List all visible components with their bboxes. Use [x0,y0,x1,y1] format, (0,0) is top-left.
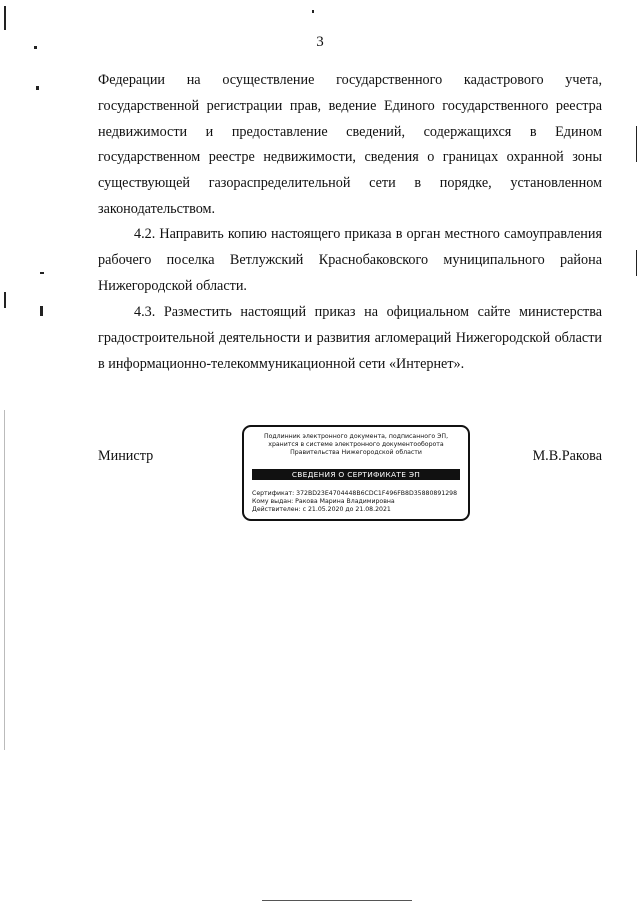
scan-artifact [34,46,37,49]
paragraph-item-4-3 [98,300,602,377]
paragraph-continuation: Федерации на осуществление государственного кадастрового учета, государственной регистрации прав, ведение Единого государственного реестра недвижимости и предоставление сведений, содержащихся в Едином государственном реестре недвижимости, сведения о границах охранной зоны существующей газораспределительной сети в порядке, установленном законодательством. [98,72,602,217]
stamp-validity: Действителен: с 21.05.2020 до 21.08.2021 [252,506,391,514]
scan-artifact [312,10,314,13]
scan-artifact [636,126,637,162]
paragraph-item-4-2-text: 4.2. Направить копию настоящего приказа в орган местного самоуправления рабочего поселка Ветлужский Краснобаковского муниципального района Нижегородской области. [98,226,602,294]
stamp-notice-line: Подлинник электронного документа, подписанного ЭП, [263,433,449,440]
scan-artifact [40,272,44,274]
stamp-notice-line: Правительства Нижегородской области [290,449,422,457]
stamp-notice-line: хранится в системе электронного документооборота [268,441,444,449]
page-number: 3 [316,34,324,50]
scan-artifact [40,306,43,316]
scan-artifact [36,86,39,90]
scan-artifact [4,6,6,30]
stamp-certificate-details [252,490,462,515]
stamp-issued-to: Кому выдан: Ракова Марина Владимировна [252,498,395,506]
electronic-signature-stamp [242,425,470,521]
stamp-notice [244,433,468,458]
scan-artifact [4,292,6,308]
signatory-position: Министр [98,448,154,464]
signatory-name: М.В.Ракова [532,448,602,464]
stamp-certificate-number: Сертификат: 372BD23E4704448B6CDC1F496FB8D35880891298 [252,490,458,497]
paragraph-item-4-3-text: 4.3. Разместить настоящий приказ на официальном сайте министерства градостроительной деятельности и развития агломераций Нижегородской области в информационно-телекоммуникационной сети «Интернет». [98,304,602,372]
scan-artifact [262,900,412,901]
stamp-header: СВЕДЕНИЯ О СЕРТИФИКАТЕ ЭП [252,469,460,480]
paragraph-item-4-2 [98,222,602,299]
scan-artifact [4,410,5,750]
scan-artifact [636,250,637,276]
